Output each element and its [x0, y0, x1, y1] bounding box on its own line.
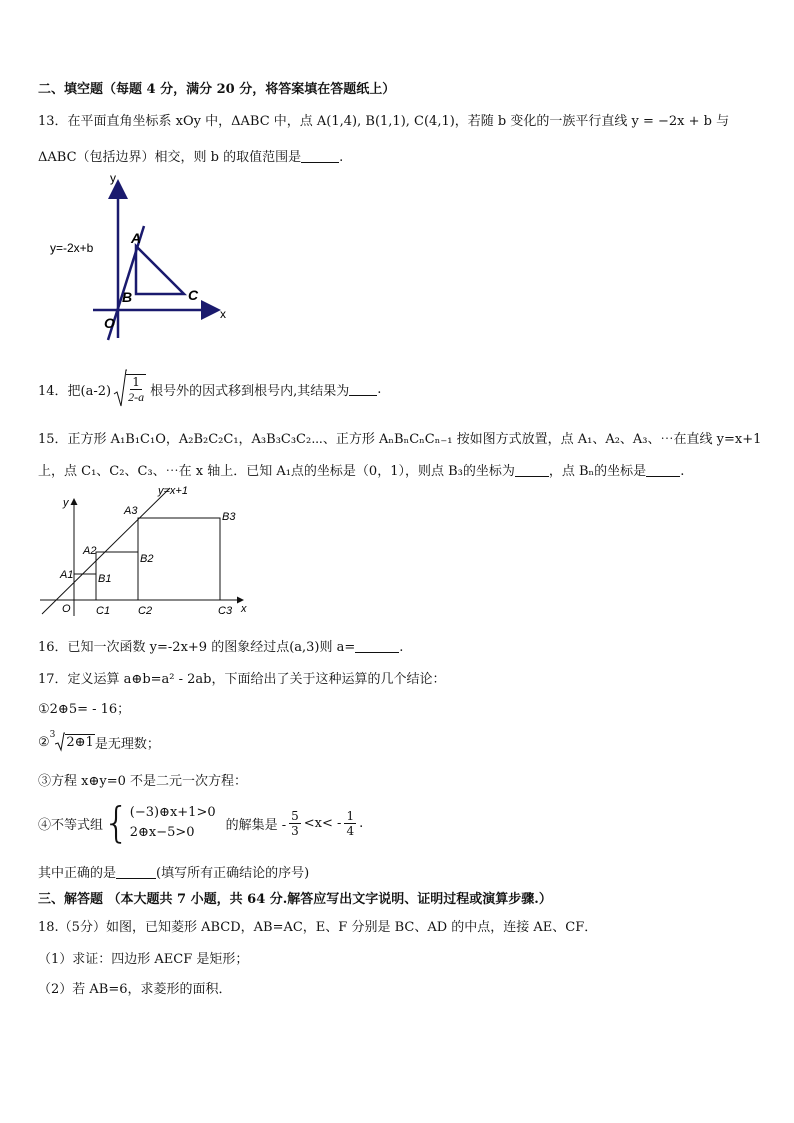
q17-c4-pre: ④不等式组: [38, 817, 104, 833]
q17-frac-2: [344, 809, 356, 838]
q15-line2: [38, 460, 684, 479]
q17-root-index: 3: [49, 730, 56, 740]
q17-answer-blank: [116, 866, 156, 879]
section-2-title: 二、填空题（每题 4 分，满分 20 分，将答案填在答题纸上）: [38, 82, 396, 97]
q17-frac-1-num: 5: [291, 808, 299, 823]
q15-c3-label: C3: [218, 605, 233, 617]
q14-fraction: [126, 374, 146, 404]
q17-intro: 17．定义运算 a⊕b=a² - 2ab，下面给出了关于这种运算的几个结论：: [38, 672, 446, 687]
q17-radicand: 2⊕1: [66, 735, 94, 750]
q17-c2-pre: ②: [38, 734, 50, 750]
q17-conclusion-3: ③方程 x⊕y=0 不是二元一次方程：: [38, 774, 247, 789]
q13-y-label: y: [110, 171, 116, 185]
q16: [38, 636, 403, 655]
q18-stem: 18.（5分）如图，已知菱形 ABCD，AB=AC，E、F 分别是 BC、AD 的中点，连接 AE、CF．: [38, 920, 598, 935]
q13-x-label: x: [220, 307, 226, 321]
q13-label-b: B: [122, 289, 133, 305]
q15-line: [42, 488, 170, 614]
q15-a2-label: A2: [83, 545, 97, 557]
q13-label-a: A: [131, 230, 142, 246]
q17-answer: [38, 862, 309, 881]
q17-conclusion-2: [38, 732, 160, 752]
q13-answer-blank: [301, 150, 339, 163]
section-3-title: 三、解答题 （本大题共 7 小题，共 64 分.解答应写出文字说明、证明过程或演算步骤.）: [38, 892, 552, 907]
q14-answer-blank: [349, 383, 377, 396]
q14-denominator: 2-a: [128, 390, 145, 404]
q18-part-2: （2）若 AB=6，求菱形的面积．: [38, 982, 232, 997]
q15-b2-label: B2: [140, 553, 154, 565]
q15-b1-label: B1: [98, 573, 112, 585]
q17-conclusion-4: [38, 798, 364, 847]
q18-part-1: （1）求证：四边形 AECF 是矩形；: [38, 952, 249, 967]
q15-line2-b: ，点 Bₙ的坐标是: [548, 464, 647, 479]
q17-c2-post: 是无理数；: [94, 736, 160, 752]
q13-line2-text: ΔABC（包括边界）相交，则 b 的取值范围是: [38, 150, 302, 165]
q17-ineq-1: (−3)⊕x+1>0: [129, 805, 216, 820]
q16-text: 16．已知一次函数 y=-2x+9 的图象经过点(a,3)则 a=: [38, 640, 356, 655]
q15-figure: [30, 484, 270, 622]
q17-c4-end: .: [359, 815, 364, 831]
q15-blank-2: [646, 464, 680, 477]
q17-answer-post: (填写所有正确结论的序号): [156, 866, 310, 881]
q17-brace: {: [103, 798, 130, 847]
q13-triangle: [136, 246, 184, 294]
q15-y-label: y: [63, 497, 69, 509]
q15-line2-a: 上，点 C₁、C₂、C₃、⋯在 x 轴上．已知 A₁点的坐标是（0，1），则点 B₃的坐标为: [38, 464, 515, 479]
q15-line-label: y=x+1: [158, 485, 188, 497]
q13-line-label: y=-2x+b: [50, 241, 94, 255]
q15-b3-label: B3: [222, 511, 236, 523]
q17-frac-1: [289, 809, 301, 838]
q15-c2-label: C2: [138, 605, 153, 617]
q17-c4-lt: <x< -: [303, 815, 342, 831]
q17-ineq-2: 2⊕x−5>0: [129, 825, 195, 840]
q17-frac-1-den: 3: [291, 823, 299, 838]
q14-pre: 14．把(a-2): [38, 383, 112, 399]
q14: [38, 368, 381, 410]
q15-line1: 15．正方形 A₁B₁C₁O，A₂B₂C₂C₁，A₃B₃C₃C₂⋯、正方形 AₙBₙCₙCₙ₋₁ 按如图方式放置，点 A₁、A₂、A₃、⋯在直线 y=x+1: [38, 432, 762, 447]
q15-x-label: x: [241, 603, 247, 615]
q17-answer-pre: 其中正确的是: [38, 866, 117, 881]
q16-answer-blank: [355, 640, 399, 653]
q13-label-c: C: [188, 287, 199, 303]
q15-blank-1: [515, 464, 549, 477]
q13-line2-end: .: [339, 150, 344, 165]
q14-radical-sign: [113, 368, 127, 410]
q14-post: 根号外的因式移到根号内,其结果为: [150, 383, 350, 399]
q14-end: .: [377, 381, 382, 397]
q15-square-1: [74, 574, 96, 600]
q17-inequality-system: [130, 803, 216, 843]
q15-a1-label: A1: [60, 569, 74, 581]
q17-frac-2-num: 1: [346, 808, 355, 823]
q17-radical-sign: [55, 732, 65, 752]
q13-label-o: O: [104, 315, 115, 331]
q16-end: .: [399, 640, 404, 655]
q17-frac-2-den: 4: [346, 823, 355, 838]
q15-a3-label: A3: [124, 505, 138, 517]
q15-o-label: O: [62, 603, 71, 615]
q15-line2-c: .: [680, 464, 685, 479]
q13-line2: [38, 146, 343, 165]
q13-line1: 13．在平面直角坐标系 xOy 中，ΔABC 中，点 A(1,4), B(1,1), C(4,1)，若随 b 变化的一族平行直线 y = −2x + b 与: [38, 114, 730, 129]
q17-conclusion-1: ①2⊕5= - 16；: [38, 702, 131, 717]
q13-figure: [38, 168, 248, 348]
q14-numerator: 1: [132, 375, 140, 389]
q15-c1-label: C1: [96, 605, 111, 617]
q17-cube-root: [50, 732, 95, 752]
q17-c4-mid: 的解集是 -: [225, 817, 287, 833]
